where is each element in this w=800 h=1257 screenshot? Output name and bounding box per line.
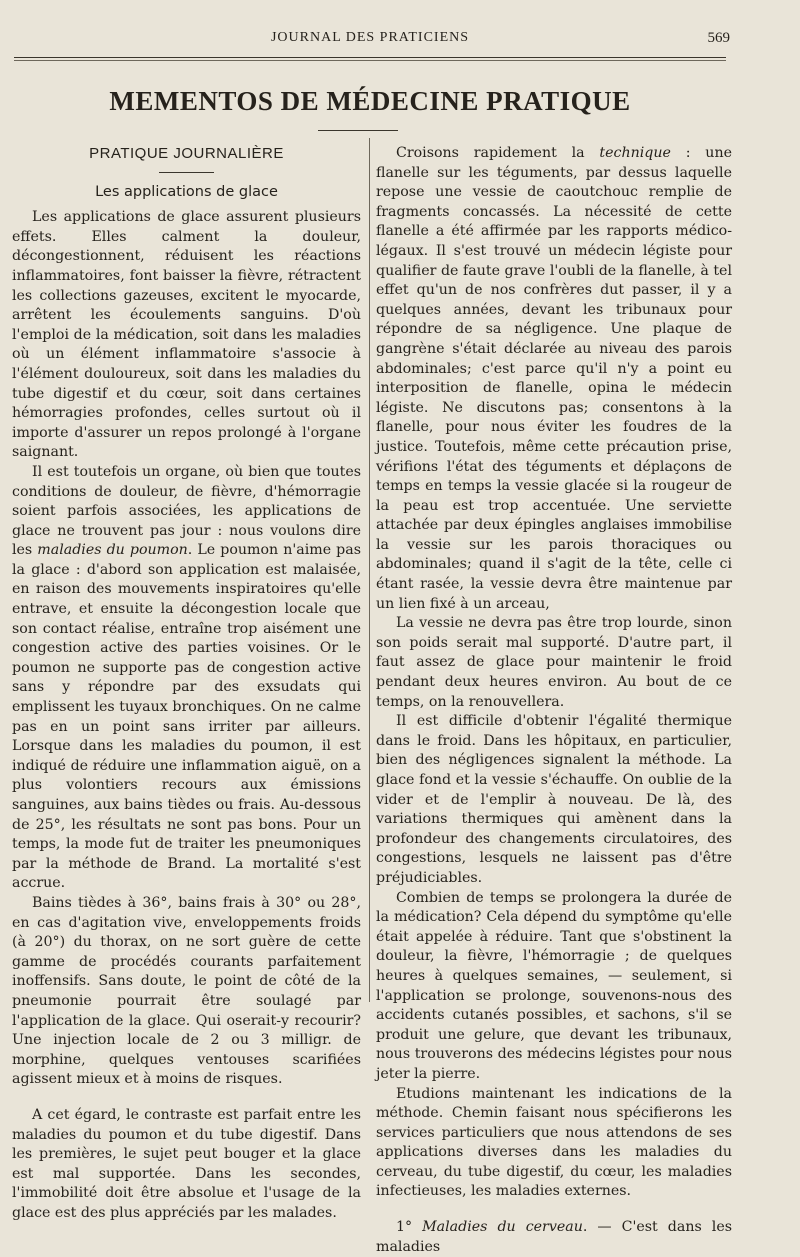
section-title: PRATIQUE JOURNALIÈRE xyxy=(89,145,284,162)
page-title: MEMENTOS DE MÉDECINE PRATIQUE xyxy=(109,86,631,116)
page-number: 569 xyxy=(707,30,730,46)
header-rule-thin xyxy=(14,60,726,61)
column-divider xyxy=(369,138,370,1002)
journal-name: JOURNAL DES PRATICIENS xyxy=(270,30,470,45)
paragraph-gap xyxy=(376,1202,732,1218)
header-rule xyxy=(14,57,726,58)
paragraph: Il est difficile d'obtenir l'égalité thermique dans le froid. Dans les hôpitaux, en particulier, bien des négligences signalent la méthode. La glace fond et la vessie s'échauffe. On oublie de la vider et de l'emplir à nouveau. De là, des variations thermiques qui amènent dans la profondeur des changements circulatoires, des congestions, lesquels ne laissent pas d'être préjudiciables. xyxy=(376,713,732,886)
paragraph: Il est toutefois un organe, où bien que toutes conditions de douleur, de fièvre, d'hémorragie soient parfois associées, les applications de glace ne trouvent pas jour : nous voulons dire les maladies du poumon. Le poumon n'aime pas la glace : d'abord son application est malaisée, en raison des mouvements inspiratoires qu'elle entrave, et ensuite la décongestion locale que son contact réalise, entraîne trop aisément une congestion active des parties voisines. Or le poumon ne supporte pas de congestion active sans y répondre par des exsudats qui emplissent les tuyaux bronchiques. On ne calme pas en un point sans irriter par ailleurs. Lorsque dans les maladies du poumon, il est indiqué de réduire une inflammation aiguë, on a plus volontiers recours aux émissions sanguines, aux bains tièdes ou frais. Au-dessous de 25°, les résultats ne sont pas bons. Pour un temps, la mode fut de traiter les pneumoniques par la méthode de Brand. La mortalité s'est accrue. xyxy=(12,463,361,892)
article-title: Les applications de glace xyxy=(95,183,278,200)
paragraph: La vessie ne devra pas être trop lourde, sinon son poids serait mal supporté. D'autre part, il faut assez de glace pour maintenir le froid pendant deux heures environ. Au bout de ce temps, on la renouvellera. xyxy=(376,615,732,710)
paragraph: Combien de temps se prolongera la durée de la médication? Cela dépend du symptôme qu'elle était appelée à réduire. Tant que s'obstinent la douleur, la fièvre, l'hémorragie ; de quelques heures à quelques semaines, — seulement, si l'application se prolonge, souvenons-nous des accidents cutanés possibles, et sachons, s'il se produit une gelure, que devant les tribunaux, nous trouverons des médecins légistes pour nous jeter la pierre. xyxy=(376,889,732,1082)
paragraph: 1° Maladies du cerveau. — C'est dans les maladies xyxy=(376,1219,732,1255)
right-column xyxy=(376,144,732,1257)
paragraph: Les applications de glace assurent plusieurs effets. Elles calment la douleur, décongestionnent, réduisent les réactions inflammatoires, font baisser la fièvre, rétractent les collections gazeuses, excitent le myocarde, arrêtent les écoulements sanguins. D'où l'emploi de la médication, soit dans les maladies où un élément inflammatoire s'associe à l'élément douloureux, soit dans les maladies du tube digestif et du cœur, soit dans certaines hémorragies profondes, celles surtout où il importe d'assurer un repos prolongé à l'organe saignant. xyxy=(12,209,361,461)
paragraph: Croisons rapidement la technique : une flanelle sur les téguments, par dessus laquelle repose une vessie de caoutchouc remplie de fragments concassés. La nécessité de cette flanelle a été affirmée par les rapports médico-légaux. Il s'est trouvé un médecin légiste pour qualifier de faute grave l'oubli de la flanelle, à tel effet qu'un de nos confrères dut passer, il y a quelques années, devant les tribunaux pour répondre de sa négligence. Une plaque de gangrène s'était déclarée au niveau des parois abdominales; c'est parce qu'il n'y a point eu interposition de flanelle, opina le médecin légiste. Ne discutons pas; consentons à la flanelle, pour nous éviter les foudres de la justice. Toutefois, même cette précaution prise, vérifions l'état des téguments et déplaçons de temps en temps la vessie glacée si la rougeur de la peau est trop accentuée. Une serviette attachée par deux épingles anglaises immobilise la vessie sur les parois thoraciques ou abdominales; quand il s'agit de la tête, celle ci étant rasée, la vessie devra être maintenue par un lien fixé à un arceau, xyxy=(376,145,732,612)
paragraph: Bains tièdes à 36°, bains frais à 30° ou 28°, en cas d'agitation vive, enveloppements froids (à 20°) du thorax, on ne sort guère de cette gamme de procédés courants parfaitement inoffensifs. Sans doute, le point de côté de la pneumonie pourrait être soulagé par l'application de la glace. Qui oserait-y recourir? Une injection locale de 2 ou 3 milligr. de morphine, quelques ventouses scarifiées agissent mieux et à moins de risques. xyxy=(12,894,361,1088)
paragraph: A cet égard, le contraste est parfait entre les maladies du poumon et du tube digestif. Dans les premières, le sujet peut bouger et la glace est mal supportée. Dans les secondes, l'immobilité doit être absolue et l'usage de la glace est des plus appréciés par les malades. xyxy=(12,1106,361,1221)
title-rule xyxy=(318,130,398,131)
running-head xyxy=(0,30,800,50)
section-rule xyxy=(159,172,214,173)
paragraph: Etudions maintenant les indications de la méthode. Chemin faisant nous spécifierons les services particuliers que nous attendons de ses applications diverses dans les maladies du cerveau, du tube digestif, du cœur, les maladies infectieuses, les maladies externes. xyxy=(376,1085,732,1200)
left-column xyxy=(12,144,361,1223)
paragraph-gap xyxy=(12,1090,361,1106)
